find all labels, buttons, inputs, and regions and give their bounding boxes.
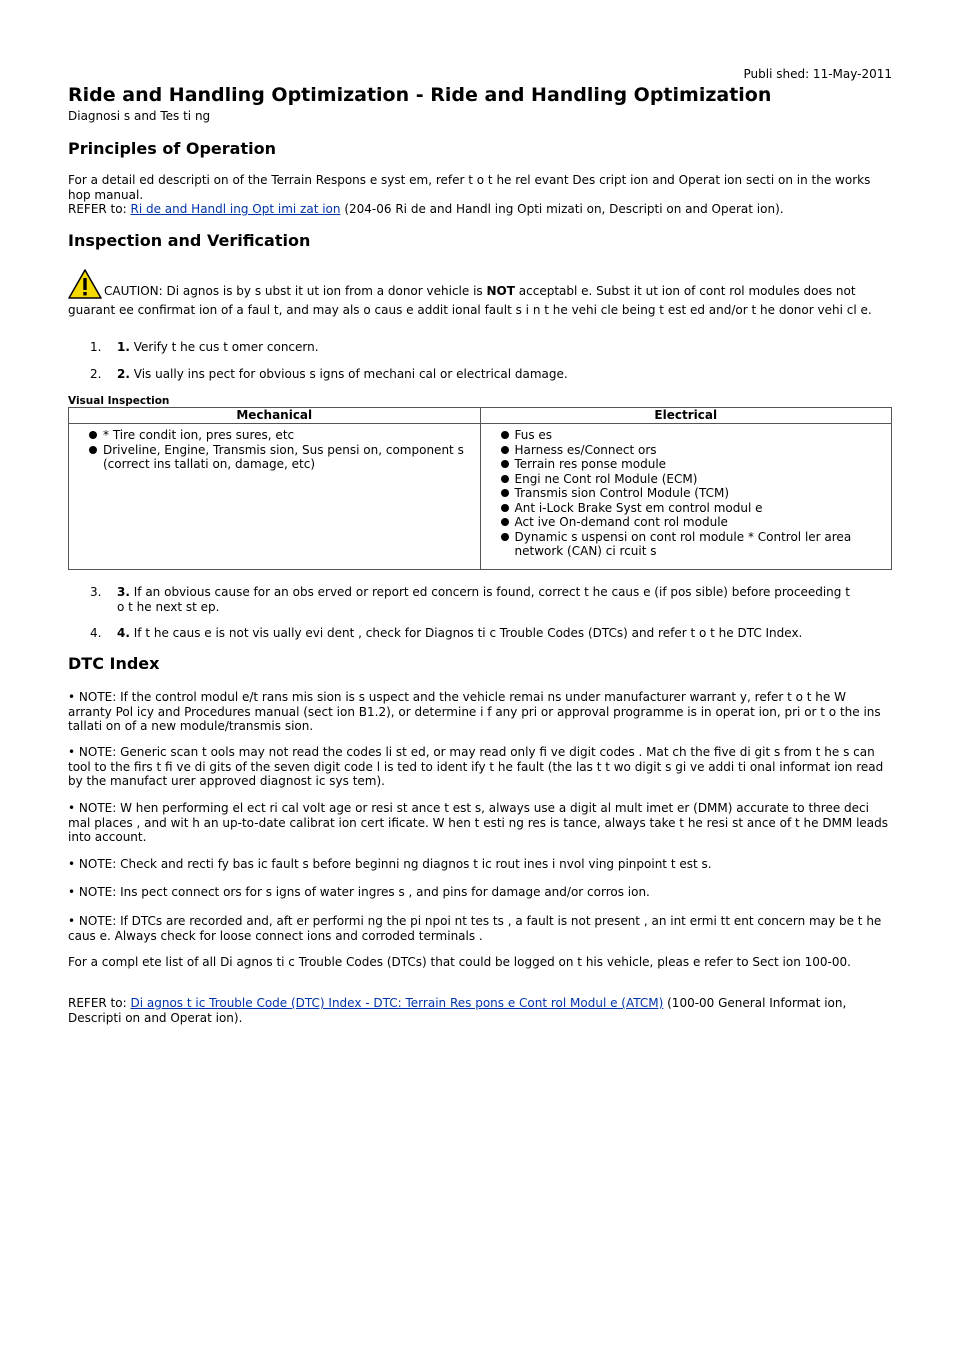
visual-inspection-table: [68, 407, 892, 570]
list-item: * Tire condit ion, pres sures, etc: [89, 428, 474, 443]
list-item: Act ive On-demand cont rol module: [501, 515, 886, 530]
visual-inspection-label: Visual Inspection: [68, 395, 170, 407]
page-subtitle: Diagnosi s and Tes ti ng: [68, 109, 211, 123]
step-text: If t he caus e is not vis ually evi dent , check for Diagnos ti c Trouble Codes (DTCs) and refer t o t he DTC Index.: [133, 626, 803, 640]
step-text: Vis ually ins pect for obvious s igns of mechani cal or electrical damage.: [133, 367, 568, 381]
inspection-heading: Inspection and Verification: [68, 231, 311, 250]
step-label: 2.: [117, 367, 130, 381]
step-number: 3.: [90, 585, 102, 599]
caution-prefix: CAUTION: Di agnos is by s ubst it ut ion from a donor vehicle is: [104, 284, 483, 298]
step-number: 2.: [90, 367, 102, 381]
page-title: Ride and Handling Optimization - Ride and Handling Optimization: [68, 84, 772, 106]
refer-prefix: REFER to:: [68, 996, 127, 1010]
note-connectors: • NOTE: Ins pect connect ors for s igns of water ingres s , and pins for damage and/or corros ion.: [68, 885, 650, 899]
principles-heading: Principles of Operation: [68, 139, 276, 158]
step-number: 1.: [90, 340, 102, 354]
column-header-mechanical: Mechanical: [69, 408, 481, 424]
mechanical-cell: [69, 424, 481, 570]
complete-list-text: For a compl ete list of all Di agnos ti c Trouble Codes (DTCs) that could be logged on t his vehicle, pleas e refer to Sect ion 100-00.: [68, 955, 851, 969]
principles-text: For a detail ed descripti on of the Terrain Respons e syst em, refer t o t he rel evant Des cript ion and Operat ion secti on in the works hop manual.: [68, 173, 871, 202]
caution-suffix: acceptabl e. Subst it ut ion of cont rol modules does not guarant ee confirmat ion of a faul t, and may als o caus e addit ional fault s i n t he vehi cle being t est ed and/or t he donor vehi cl e.: [68, 284, 872, 317]
list-item: Ant i-Lock Brake Syst em control modul e: [501, 501, 886, 516]
list-item: Fus es: [501, 428, 886, 443]
list-item: Engi ne Cont rol Module (ECM): [501, 472, 886, 487]
dtc-index-link[interactable]: Di agnos t ic Trouble Code (DTC) Index - DTC: Terrain Res pons e Cont rol Modul e (ATCM): [130, 996, 664, 1010]
published-date: Publi shed: 11-May-2011: [743, 67, 892, 81]
note-intermittent: • NOTE: If DTCs are recorded and, aft er performi ng the pi npoi nt tes ts , a fault is not present , an int ermi tt ent concern may be t he caus e. Always check for loose connect ions and corroded terminals .: [68, 914, 882, 943]
electrical-cell: [480, 424, 892, 570]
warning-triangle-icon: [68, 269, 102, 303]
step-number: 4.: [90, 626, 102, 640]
dtc-refer: [68, 996, 892, 1025]
list-item: Driveline, Engine, Transmis sion, Sus pensi on, component s (correct ins tallati on, damage, etc): [89, 443, 474, 472]
refer-prefix: REFER to:: [68, 202, 127, 216]
refer-suffix: (204-06 Ri de and Handl ing Opti mizati on, Descripti on and Operat ion).: [344, 202, 784, 216]
refer-suffix: (100-00 General Informat ion, Descripti on and Operat ion).: [68, 996, 847, 1025]
list-item: Transmis sion Control Module (TCM): [501, 486, 886, 501]
list-item: Dynamic s uspensi on cont rol module * Control ler area network (CAN) ci rcuit s: [501, 530, 886, 559]
column-header-electrical: Electrical: [480, 408, 892, 424]
note-basic-faults: • NOTE: Check and recti fy bas ic fault s before beginni ng diagnos t ic rout ines i nvol ving pinpoint t est s.: [68, 857, 712, 871]
step-text: Verify t he cus t omer concern.: [133, 340, 319, 354]
note-scan-tools: • NOTE: Generic scan t ools may not read the codes li st ed, or may read only fi ve digit codes . Mat ch the five di git s from t he s can tool to the firs t fi ve di gits of the seven digit code l is ted to ident ify t he fault (the las t t wo digit s gi ve addi ti onal informat ion read by the manufact urer approved diagnost ic sys tem).: [68, 745, 884, 788]
note-warranty: • NOTE: If the control modul e/t rans mis sion is s uspect and the vehicle remai ns under manufacturer warrant y, refer t o t he W arranty Pol icy and Procedures manual (sect ion B1.2), or determine i f any pri or approval programme is in operat ion, pri or t o the ins tallati on of a new module/transmis sion.: [68, 690, 881, 733]
step-label: 3.: [117, 585, 130, 599]
principles-refer: [68, 202, 892, 217]
caution-not: NOT: [486, 284, 515, 298]
step-label: 1.: [117, 340, 130, 354]
dtc-heading: DTC Index: [68, 654, 160, 673]
note-dmm: • NOTE: W hen performing el ect ri cal volt age or resi st ance t est s, always use a digit al mult imet er (DMM) accurate to three deci mal places , and wit h an up-to-date calibrat ion cert ificate. W hen t esti ng res is tance, always take t he resi st ance of t he DMM leads into account.: [68, 801, 889, 844]
list-item: Terrain res ponse module: [501, 457, 886, 472]
step-label: 4.: [117, 626, 130, 640]
caution-text: [68, 269, 892, 317]
list-item: Harness es/Connect ors: [501, 443, 886, 458]
step-text: If an obvious cause for an obs erved or report ed concern is found, correct t he caus e (if pos sible) before proceeding t o t he next st ep.: [117, 585, 850, 614]
ride-handling-link[interactable]: Ri de and Handl ing Opt imi zat ion: [130, 202, 341, 216]
